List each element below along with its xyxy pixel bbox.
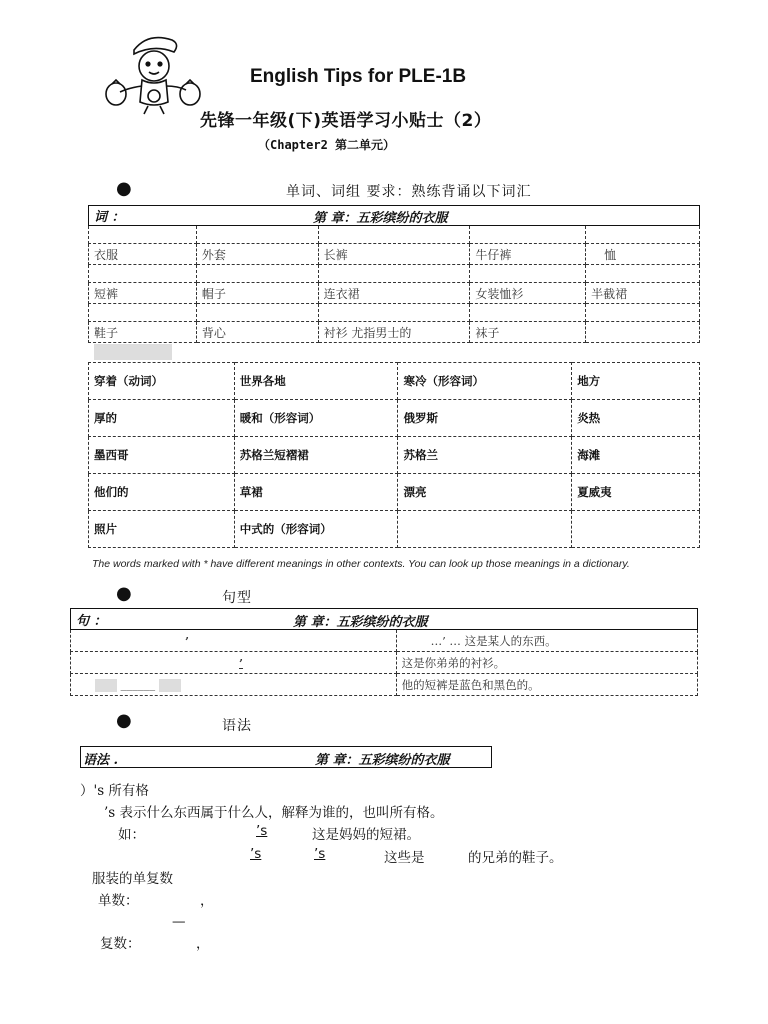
vocab-cell: 女装恤衫: [470, 283, 586, 304]
gray-highlight-block: [159, 679, 181, 692]
vocab-table-label: 词 ：: [94, 210, 125, 225]
example-1-meaning: 这是妈妈的短裙。: [312, 827, 420, 843]
vocab2-cell: 穿着（动词）: [89, 363, 235, 400]
possessive-mark: ’s: [314, 846, 326, 862]
vocab2-cell: 照片: [89, 511, 235, 548]
example-2-meaning-a: 这些是: [384, 850, 425, 866]
vocab-cell: 半截裙: [586, 283, 700, 304]
sentence-meaning: 他的短裤是蓝色和黑色的。: [396, 674, 697, 696]
possessive-mark: ’s: [250, 846, 262, 862]
sentence-table-label: 句 ：: [76, 613, 107, 629]
vocab2-cell: 地方: [572, 363, 700, 400]
vocab2-cell: 苏格兰: [398, 437, 572, 474]
vocab-cell: 牛仔裤: [470, 244, 586, 265]
vocab2-cell: 他们的: [89, 474, 235, 511]
vocab2-cell: 厚的: [89, 400, 235, 437]
vocab-cell: 连衣裙: [318, 283, 470, 304]
vocab2-cell: 暖和（形容词）: [234, 400, 398, 437]
page-title-chinese: 先锋一年级(下)英语学习小贴士（2）: [200, 111, 492, 131]
grammar-box-label: 语法 .: [83, 753, 119, 768]
vocab2-cell: 墨西哥: [89, 437, 235, 474]
chapter-subtitle: （Chapter2 第二单元）: [258, 138, 396, 152]
singular-comma: ，: [200, 893, 214, 909]
vocab2-cell: 寒冷（形容词）: [398, 363, 572, 400]
plural-label: 复数：: [100, 936, 141, 952]
vocab2-cell: 炎热: [572, 400, 700, 437]
footnote: The words marked with * have different meanings in other contexts. You can look up those meanings in a dictionary.: [92, 558, 630, 570]
gray-highlight-block: [94, 344, 172, 360]
possessive-mark: ’s: [256, 823, 268, 839]
grammar-point-2: 服装的单复数: [92, 871, 173, 887]
vocab-cell: 袜子: [470, 322, 586, 343]
sentence-table-title: 第 章：五彩缤纷的衣服: [293, 615, 428, 630]
vocab-table-2: [88, 362, 700, 548]
vocab-cell: 长裤: [318, 244, 470, 265]
page-title-english: English Tips for PLE-1B: [250, 66, 467, 87]
vocab2-cell: 俄罗斯: [398, 400, 572, 437]
sentence-pattern: ’: [71, 630, 397, 652]
example-2-meaning-b: 的兄弟的鞋子。: [468, 850, 563, 866]
bullet-icon: ●: [116, 710, 132, 731]
sentence-table: [70, 608, 698, 696]
vocab2-cell: 漂亮: [398, 474, 572, 511]
grammar-section-heading: 语法: [222, 718, 252, 734]
sentence-meaning: 这是你弟弟的衬衫。: [396, 652, 697, 674]
vocab-table-title: 第 章：五彩缤纷的衣服: [313, 211, 448, 226]
vocab-table: [88, 205, 700, 343]
vocab-cell: 短裤: [89, 283, 197, 304]
example-label: 如：: [118, 827, 145, 843]
plural-comma: ，: [196, 936, 210, 952]
vocab-cell: 恤: [586, 244, 700, 265]
bullet-icon: ●: [116, 583, 132, 604]
grammar-description: ’s 表示什么东西属于什么人，解释为谁的，也叫所有格。: [104, 805, 444, 821]
grammar-point-1: ）'s 所有格: [80, 783, 149, 799]
vocab-cell: [586, 322, 700, 343]
vocab-cell: 衣服: [89, 244, 197, 265]
grammar-box: [80, 746, 492, 768]
vocab-cell: 衬衫 尤指男士的: [318, 322, 470, 343]
vocab2-cell: 世界各地: [234, 363, 398, 400]
vocab2-cell: 中式的（形容词）: [234, 511, 398, 548]
sentence-pattern: ’: [71, 652, 397, 674]
vocab2-cell: [572, 511, 700, 548]
vocab-cell: 外套: [196, 244, 318, 265]
vocab-section-heading: 单词、词组 要求：熟练背诵以下词汇: [286, 184, 532, 200]
vocab2-cell: 苏格兰短褶裙: [234, 437, 398, 474]
vocab-cell: 帽子: [196, 283, 318, 304]
singular-label: 单数：: [98, 893, 139, 909]
vocab2-cell: 草裙: [234, 474, 398, 511]
dash-mark: —: [172, 914, 186, 930]
sentence-pattern: ______: [120, 677, 156, 692]
vocab2-cell: [398, 511, 572, 548]
cartoon-kid-illustration: [104, 30, 204, 116]
sentence-meaning: …’ … 这是某人的东西。: [396, 630, 697, 652]
gray-highlight-block: [95, 679, 117, 692]
vocab2-cell: 夏威夷: [572, 474, 700, 511]
bullet-icon: ●: [116, 178, 132, 199]
vocab-cell: 背心: [196, 322, 318, 343]
grammar-box-title: 第 章：五彩缤纷的衣服: [315, 753, 450, 768]
vocab-cell: 鞋子: [89, 322, 197, 343]
vocab2-cell: 海滩: [572, 437, 700, 474]
sentence-section-heading: 句型: [222, 590, 252, 606]
